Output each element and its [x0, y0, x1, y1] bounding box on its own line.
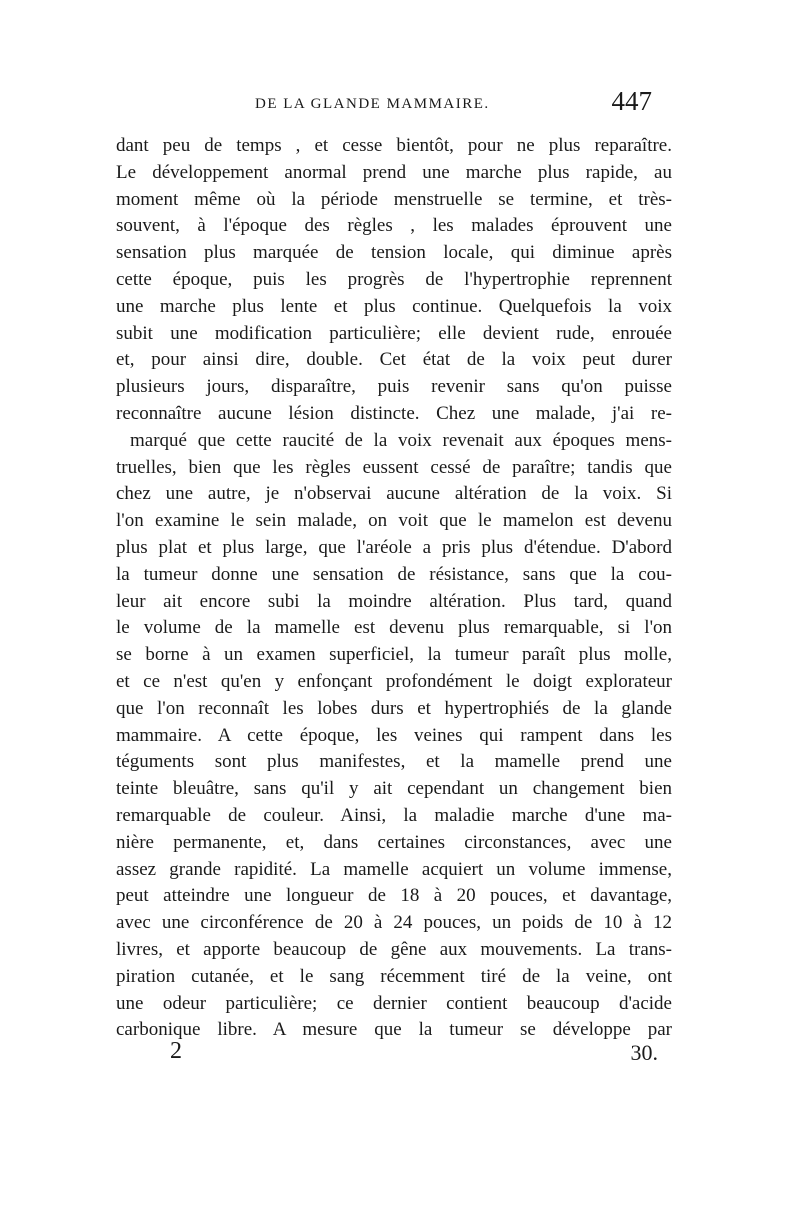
sheet-mark: 30. — [630, 1040, 658, 1065]
text-line: dant peu de temps , et cesse bientôt, pour ne plus reparaître. — [116, 135, 672, 156]
text-line: nière permanente, et, dans certaines circonstances, avec une — [116, 831, 672, 853]
running-head: DE LA GLANDE MAMMAIRE. — [255, 96, 490, 112]
text-line: une odeur particulière; ce dernier contient beaucoup d'acide — [116, 992, 672, 1014]
text-line: truelles, bien que les règles eussent cessé de paraître; tandis que — [116, 456, 672, 478]
text-line: remarquable de couleur. Ainsi, la maladie marche d'une ma- — [116, 804, 672, 826]
text-line: cette époque, puis les progrès de l'hypertrophie reprennent — [116, 268, 672, 290]
signature-mark: 2 — [170, 1038, 182, 1064]
text-line: carbonique libre. A mesure que la tumeur se développe par — [116, 1019, 672, 1041]
text-line: et, pour ainsi dire, double. Cet état de la voix peut durer — [116, 349, 672, 371]
text-line: moment même où la période menstruelle se termine, et très- — [116, 188, 672, 210]
text-line: livres, et apporte beaucoup de gêne aux mouvements. La trans- — [116, 938, 672, 960]
text-line: plus plat et plus large, que l'aréole a pris plus d'étendue. D'abord — [116, 536, 672, 558]
text-line: le volume de la mamelle est devenu plus remarquable, si l'on — [116, 617, 672, 639]
text-line: que l'on reconnaît les lobes durs et hypertrophiés de la glande — [116, 697, 672, 719]
text-line: se borne à un examen superficiel, la tumeur paraît plus molle, — [116, 644, 672, 666]
page-number: 447 — [611, 86, 652, 116]
text-line: marqué que cette raucité de la voix revenait aux époques mens- — [130, 429, 672, 451]
text-line: chez une autre, je n'observai aucune altération de la voix. Si — [116, 483, 672, 505]
text-line: une marche plus lente et plus continue. Quelquefois la voix — [116, 295, 672, 317]
text-line: reconnaître aucune lésion distincte. Chez une malade, j'ai re- — [116, 402, 672, 424]
text-line: sensation plus marquée de tension locale, qui diminue après — [116, 242, 672, 264]
text-line: plusieurs jours, disparaître, puis revenir sans qu'on puisse — [116, 376, 672, 398]
text-line: l'on examine le sein malade, on voit que le mamelon est devenu — [116, 510, 672, 532]
text-line: subit une modification particulière; elle devient rude, enrouée — [116, 322, 672, 344]
body-text — [116, 133, 672, 1044]
text-line: avec une circonférence de 20 à 24 pouces, un poids de 10 à 12 — [116, 912, 672, 934]
text-line: Le développement anormal prend une marche plus rapide, au — [116, 161, 672, 183]
text-line: téguments sont plus manifestes, et la mamelle prend une — [116, 751, 672, 773]
text-line: mammaire. A cette époque, les veines qui rampent dans les — [116, 724, 672, 746]
text-line: la tumeur donne une sensation de résistance, sans que la cou- — [116, 563, 672, 585]
text-line: et ce n'est qu'en y enfonçant profondément le doigt explorateur — [116, 670, 672, 692]
text-line: teinte bleuâtre, sans qu'il y ait cependant un changement bien — [116, 778, 672, 800]
text-line: leur ait encore subi la moindre altération. Plus tard, quand — [116, 590, 672, 612]
text-line: peut atteindre une longueur de 18 à 20 pouces, et davantage, — [116, 885, 672, 907]
text-line: souvent, à l'époque des règles , les malades éprouvent une — [116, 215, 672, 237]
text-line: assez grande rapidité. La mamelle acquiert un volume immense, — [116, 858, 672, 880]
text-line: piration cutanée, et le sang récemment tiré de la veine, ont — [116, 965, 672, 987]
